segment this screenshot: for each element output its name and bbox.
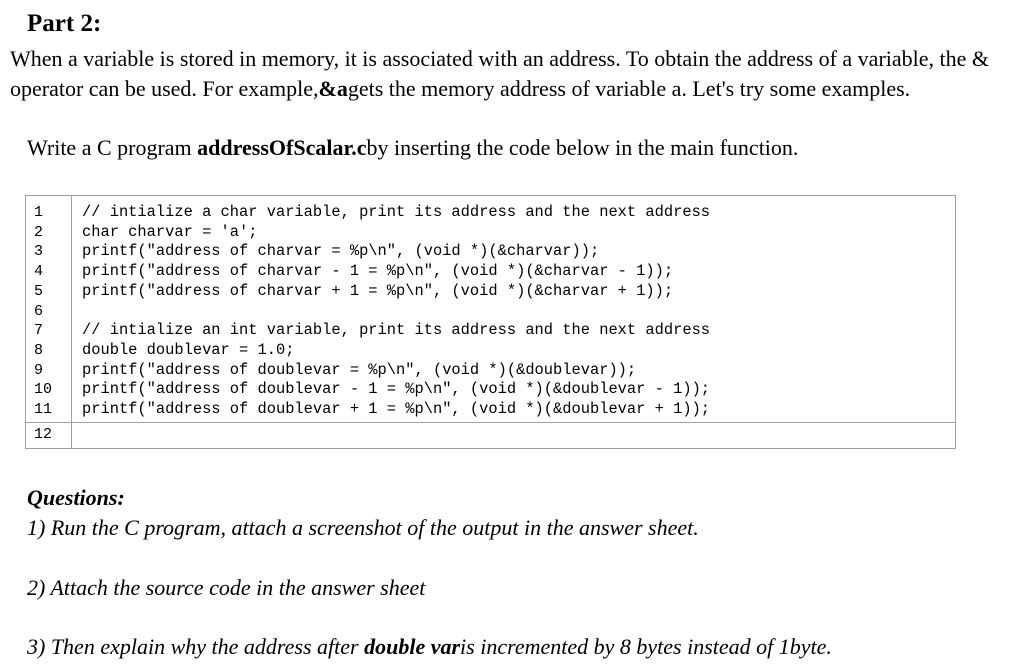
instruction-filename: addressOfScalar.c [197,135,367,160]
line-number: 11 [34,401,53,418]
code-line: char charvar = 'a'; [82,222,258,241]
line-number: 9 [34,361,44,379]
code-line: printf("address of doublevar + 1 = %p\n", (void *)(&doublevar + 1)); [82,400,711,418]
line-number: 1 [34,204,44,221]
code-line: printf("address of doublevar = %p\n", (void *)(&doublevar)); [82,360,637,379]
question-3-prefix: 3) Then explain why the address after [27,634,365,659]
question-1: 1) Run the C program, attach a screenshot of the output in the answer sheet. [27,515,699,540]
questions-heading: Questions: [27,485,125,510]
code-line: printf("address of charvar = %p\n", (void *)(&charvar)); [82,242,600,261]
line-number: 2 [34,223,44,241]
code-line: double doublevar = 1.0; [82,340,295,359]
intro-bold-code: &a [318,75,348,101]
intro-text-before: When a variable is stored in memory, it is associated with an address. To obtain the address of a variable, the & operator can be used. For example, [10,46,990,101]
line-number: 4 [34,263,44,281]
line-number-gutter [26,196,72,422]
code-listing [25,195,956,449]
line-number: 7 [34,322,44,340]
intro-paragraph [10,44,1010,103]
instruction-paragraph [27,133,798,162]
question-3 [27,634,832,660]
intro-text-after: gets the memory address of variable a. Let's try some examples. [347,75,911,101]
code-line: // intialize an int variable, print its address and the next address [82,321,711,340]
code-line: // intialize a char variable, print its address and the next address [82,203,711,221]
code-line: printf("address of doublevar - 1 = %p\n", (void *)(&doublevar - 1)); [82,380,711,399]
line-number: 12 [34,426,53,443]
line-number: 5 [34,282,44,300]
code-body [72,196,955,422]
code-line: printf("address of charvar - 1 = %p\n", (void *)(&charvar - 1)); [82,262,674,281]
question-3-suffix: is incremented by 8 bytes instead of 1byte. [460,634,832,659]
line-number: 6 [34,302,44,320]
line-number-gutter [26,423,72,448]
code-line: printf("address of charvar + 1 = %p\n", (void *)(&charvar + 1)); [82,281,674,300]
question-2: 2) Attach the source code in the answer sheet [27,575,426,600]
question-3-bold: double var [364,634,461,659]
page-title: Part 2: [27,10,102,37]
line-number: 8 [34,341,44,359]
line-number: 10 [34,381,53,399]
instruction-suffix: by inserting the code below in the main function. [366,135,799,160]
code-last-row [26,422,955,448]
instruction-prefix: Write a C program [27,135,198,160]
line-number: 3 [34,243,44,261]
